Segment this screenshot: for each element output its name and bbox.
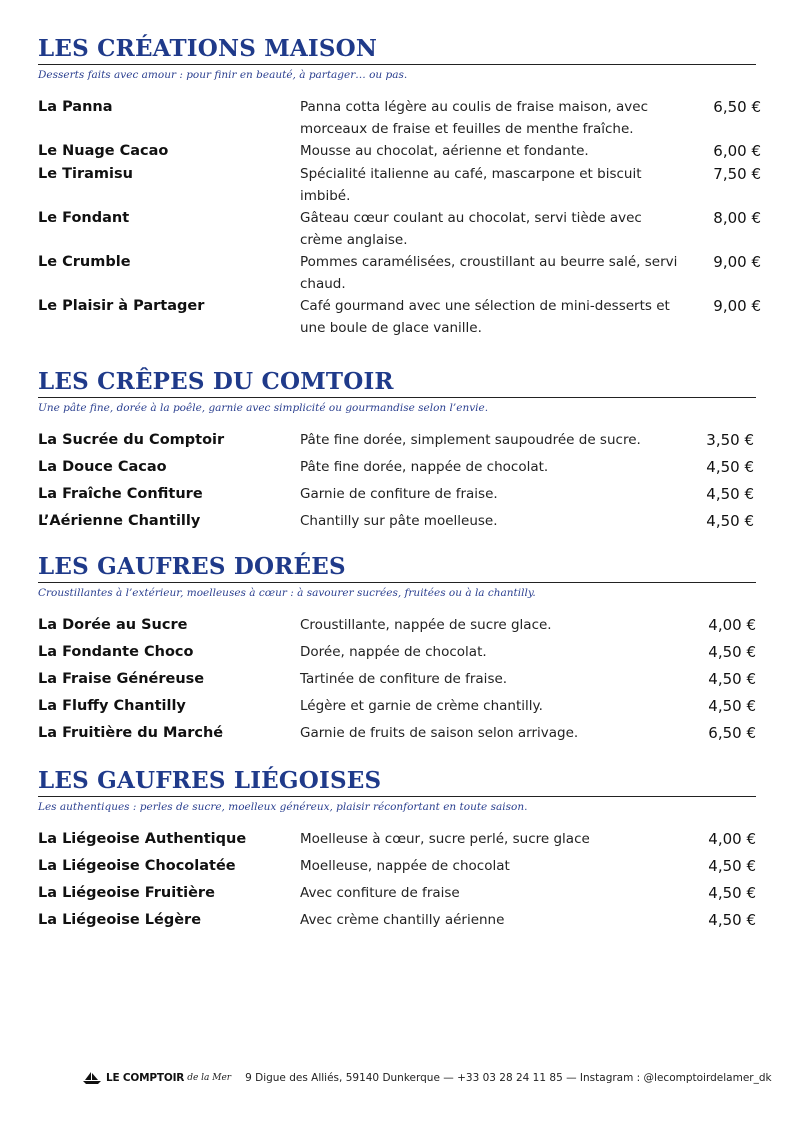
section-subtitle: Une pâte fine, dorée à la poêle, garnie avec simplicité ou gourmandise selon l’envie. <box>38 402 489 414</box>
menu-item-name: La Dorée au Sucre <box>38 617 188 633</box>
menu-item-list <box>38 614 756 749</box>
menu-item-description: Tartinée de confiture de fraise. <box>300 671 508 687</box>
menu-item <box>38 641 756 668</box>
menu-item-name: La Fondante Choco <box>38 644 194 660</box>
menu-item <box>38 695 756 722</box>
menu-item-price: 6,50 € <box>708 724 756 742</box>
menu-item-description: Pommes caramélisées, croustillant au beurre salé, servi chaud. <box>300 254 678 292</box>
menu-item <box>38 96 761 140</box>
menu-item-name: Le Plaisir à Partager <box>38 298 205 314</box>
menu-item-price: 4,50 € <box>708 643 756 661</box>
menu-item-description: Spécialité italienne au café, mascarpone et biscuit imbibé. <box>300 166 642 204</box>
menu-item-price: 4,50 € <box>706 512 754 530</box>
menu-item <box>38 510 756 537</box>
menu-item-name: La Fraîche Confiture <box>38 486 203 502</box>
menu-item <box>38 614 756 641</box>
menu-item-description: Avec crème chantilly aérienne <box>300 912 505 928</box>
menu-item-price: 6,00 € <box>713 142 761 160</box>
menu-item-name: La Liégeoise Chocolatée <box>38 858 236 874</box>
menu-item <box>38 207 761 251</box>
menu-item <box>38 140 761 163</box>
menu-item-name: La Fruitière du Marché <box>38 725 224 741</box>
menu-item-description: Moelleuse à cœur, sucre perlé, sucre glace <box>300 831 590 847</box>
menu-section-gaufres-liegeoises <box>38 768 756 936</box>
menu-section-gaufres-dorees <box>38 554 756 749</box>
menu-item-price: 4,50 € <box>708 697 756 715</box>
menu-item-name: Le Crumble <box>38 254 131 270</box>
menu-item <box>38 855 756 882</box>
menu-item-description: Légère et garnie de crème chantilly. <box>300 698 543 714</box>
menu-item-description: Avec confiture de fraise <box>300 885 460 901</box>
menu-item-price: 4,50 € <box>708 911 756 929</box>
section-title: LES CRÉATIONS MAISON <box>38 36 756 65</box>
menu-item <box>38 882 756 909</box>
brand-logo <box>82 1071 231 1085</box>
menu-item-price: 6,50 € <box>713 98 761 116</box>
menu-item-price: 4,50 € <box>708 884 756 902</box>
menu-item-name: Le Tiramisu <box>38 166 133 182</box>
boat-icon <box>82 1071 102 1085</box>
menu-item-description: Chantilly sur pâte moelleuse. <box>300 513 498 529</box>
menu-item-name: La Panna <box>38 99 113 115</box>
footer <box>82 1068 772 1088</box>
menu-item-price: 7,50 € <box>713 165 761 183</box>
menu-item-list <box>38 96 761 339</box>
menu-item-name: La Fluffy Chantilly <box>38 698 186 714</box>
menu-item-description: Moelleuse, nappée de chocolat <box>300 858 510 874</box>
menu-item-description: Gâteau cœur coulant au chocolat, servi tiède avec crème anglaise. <box>300 210 642 248</box>
menu-item-description: Dorée, nappée de chocolat. <box>300 644 487 660</box>
menu-item <box>38 722 756 749</box>
menu-item-description: Café gourmand avec une sélection de mini-desserts et une boule de glace vanille. <box>300 298 670 336</box>
menu-item-name: L’Aérienne Chantilly <box>38 513 201 529</box>
section-subtitle: Desserts faits avec amour : pour finir en beauté, à partager… ou pas. <box>38 69 408 81</box>
section-subtitle: Les authentiques : perles de sucre, moelleux généreux, plaisir réconfortant en toute saison. <box>38 801 528 813</box>
menu-item <box>38 828 756 855</box>
menu-item-price: 4,50 € <box>706 458 754 476</box>
menu-item-price: 4,50 € <box>708 670 756 688</box>
section-title: LES GAUFRES LIÉGOISES <box>38 768 756 797</box>
menu-item-price: 9,00 € <box>713 297 761 315</box>
menu-item-name: La Liégeoise Authentique <box>38 831 247 847</box>
menu-item-name: La Douce Cacao <box>38 459 167 475</box>
menu-item <box>38 456 756 483</box>
menu-item <box>38 483 756 510</box>
menu-item-name: La Sucrée du Comptoir <box>38 432 225 448</box>
menu-item-price: 8,00 € <box>713 209 761 227</box>
menu-item-price: 3,50 € <box>706 431 754 449</box>
brand-script: de la Mer <box>187 1073 232 1083</box>
menu-item <box>38 909 756 936</box>
menu-item-description: Croustillante, nappée de sucre glace. <box>300 617 552 633</box>
menu-item-price: 4,50 € <box>706 485 754 503</box>
menu-item-description: Mousse au chocolat, aérienne et fondante. <box>300 143 589 159</box>
section-subtitle: Croustillantes à l’extérieur, moelleuses à cœur : à savourer sucrées, fruitées ou à la chantilly. <box>38 587 536 599</box>
menu-item <box>38 668 756 695</box>
menu-item-price: 4,00 € <box>708 830 756 848</box>
menu-item-description: Garnie de fruits de saison selon arrivage. <box>300 725 579 741</box>
menu-item-price: 9,00 € <box>713 253 761 271</box>
section-title: LES CRÊPES DU COMTOIR <box>38 369 756 398</box>
menu-item-name: Le Fondant <box>38 210 130 226</box>
menu-item-list <box>38 828 756 936</box>
menu-item-description: Panna cotta légère au coulis de fraise maison, avec morceaux de fraise et feuilles de menthe fraîche. <box>300 99 649 137</box>
menu-item-name: Le Nuage Cacao <box>38 143 169 159</box>
menu-section-creations <box>38 35 761 339</box>
menu-item-price: 4,50 € <box>708 857 756 875</box>
menu-item-description: Garnie de confiture de fraise. <box>300 486 498 502</box>
menu-item-name: La Liégeoise Fruitière <box>38 885 215 901</box>
contact-info: 9 Digue des Alliés, 59140 Dunkerque — +33 03 28 24 11 85 — Instagram : @lecomptoirdelamer_dk <box>245 1072 772 1084</box>
menu-section-crepes <box>38 369 756 537</box>
section-title: LES GAUFRES DORÉES <box>38 554 756 583</box>
menu-item <box>38 163 761 207</box>
menu-item <box>38 251 761 295</box>
brand-name: LE COMPTOIR <box>106 1072 185 1084</box>
menu-item-name: La Fraise Généreuse <box>38 671 205 687</box>
menu-item-list <box>38 429 756 537</box>
menu-item <box>38 429 756 456</box>
menu-item-name: La Liégeoise Légère <box>38 912 202 928</box>
menu-item-price: 4,00 € <box>708 616 756 634</box>
menu-item-description: Pâte fine dorée, simplement saupoudrée de sucre. <box>300 432 641 448</box>
menu-item-description: Pâte fine dorée, nappée de chocolat. <box>300 459 549 475</box>
menu-item <box>38 295 761 339</box>
